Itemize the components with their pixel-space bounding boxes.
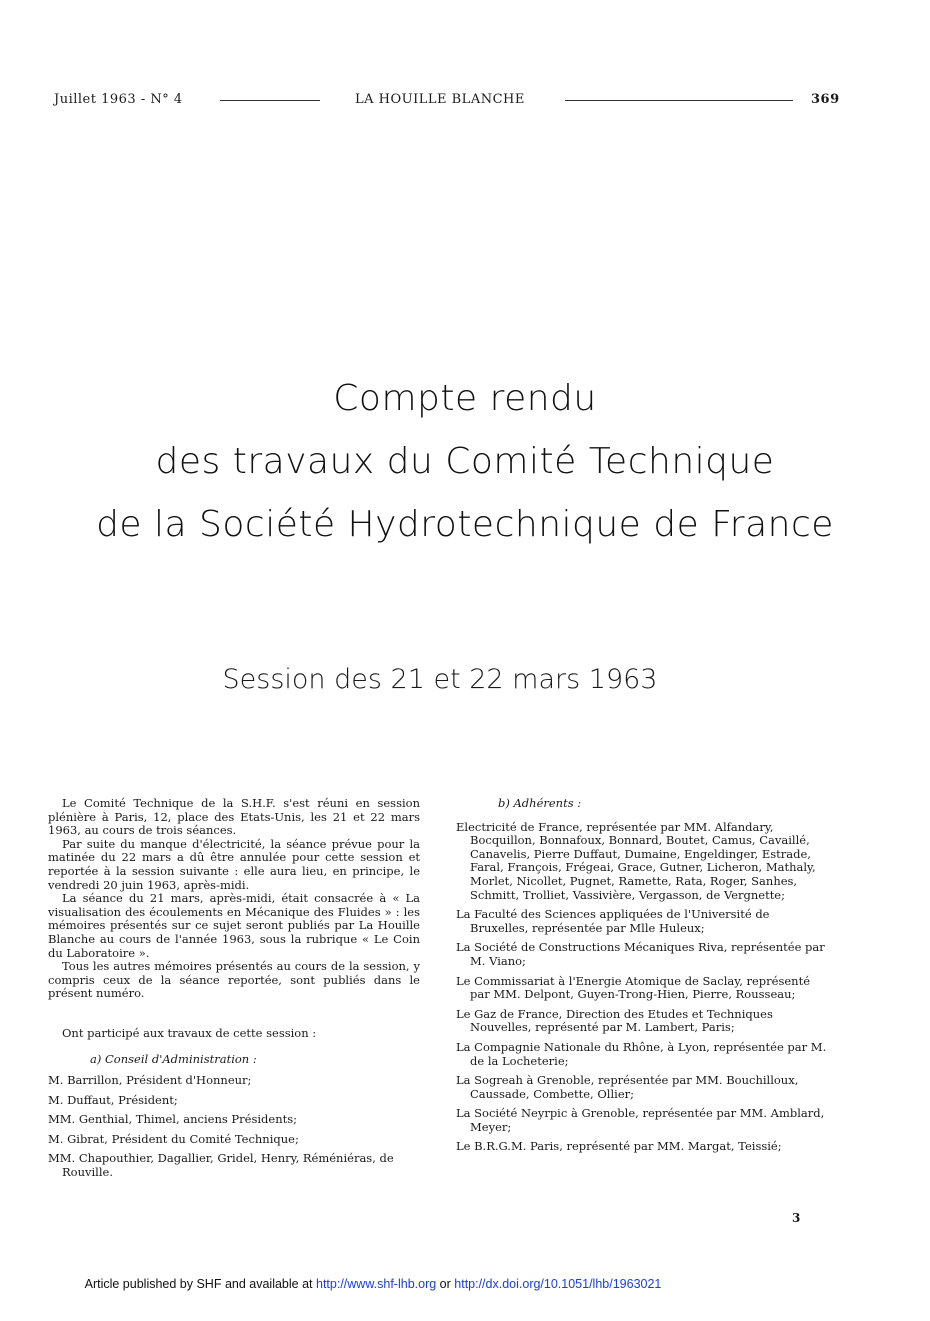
footer-link-shf[interactable]: http://www.shf-lhb.org bbox=[316, 1277, 437, 1291]
paragraph-4: Tous les autres mémoires présentés au cours de la session, y compris ceux de la séance reportée, sont publiés dans le présent numéro. bbox=[48, 959, 420, 1001]
footer-text-middle: or bbox=[436, 1277, 455, 1291]
bottom-page-number: 3 bbox=[792, 1211, 801, 1225]
header-rule-left bbox=[220, 100, 320, 101]
member-1: M. Barrillon, Président d'Honneur; bbox=[48, 1073, 252, 1088]
member-2: M. Duffaut, Président; bbox=[48, 1092, 178, 1107]
session-subtitle: Session des 21 et 22 mars 1963 bbox=[222, 664, 658, 695]
issue-label: Juillet 1963 - N° 4 bbox=[54, 92, 183, 107]
paragraph-3: La séance du 21 mars, après-midi, était consacrée à « La visualisation des écoulements en Mécanique des Fluides » : les mémoires présentés sur ce sujet seront publiés par La Houille Blanche au cours de l'année 1963, sous la rubrique « Le Coin du Laboratoire ». bbox=[48, 891, 420, 960]
footer-availability bbox=[0, 1277, 746, 1291]
title-line-2: des travaux du Comité Technique bbox=[155, 441, 775, 482]
participants-intro: Ont participé aux travaux de cette session : bbox=[62, 1025, 317, 1040]
member-3: MM. Genthial, Thimel, anciens Présidents; bbox=[48, 1112, 298, 1127]
adherent-entry: La Société de Constructions Mécaniques Riva, représentée par M. Viano; bbox=[456, 940, 825, 968]
footer-link-doi[interactable]: http://dx.doi.org/10.1051/lhb/1963021 bbox=[454, 1277, 662, 1291]
adherent-entry: Le Gaz de France, Direction des Etudes et Techniques Nouvelles, représenté par M. Lambert, Paris; bbox=[456, 1006, 773, 1035]
section-a-heading: a) Conseil d'Administration : bbox=[90, 1051, 257, 1066]
footer-text-before: Article published by SHF and available at bbox=[84, 1277, 316, 1291]
adherent-entry: La Faculté des Sciences appliquées de l'Université de Bruxelles, représentée par Mlle Huleux; bbox=[456, 907, 770, 935]
page-number: 369 bbox=[811, 92, 840, 107]
paragraph-1: Le Comité Technique de la S.H.F. s'est réuni en session plénière à Paris, 12, place des Etats-Unis, les 21 et 22 mars 1963, au cours de trois séances. bbox=[48, 796, 420, 838]
title-line-3: de la Société Hydrotechnique de France bbox=[96, 504, 834, 545]
adherent-entry: Le B.R.G.M. Paris, représenté par MM. Margat, Teissié; bbox=[456, 1139, 782, 1154]
left-column bbox=[48, 797, 420, 1186]
journal-name: LA HOUILLE BLANCHE bbox=[355, 92, 525, 107]
right-column bbox=[456, 797, 828, 1160]
adherent-entry: Le Commissariat à l'Energie Atomique de Saclay, représenté par MM. Delpont, Guyen-Trong-Hien, Pierre, Rousseau; bbox=[456, 973, 811, 1002]
adherent-entry: La Sogreah à Grenoble, représentée par MM. Bouchilloux, Caussade, Combette, Ollier; bbox=[456, 1073, 799, 1101]
member-4: M. Gibrat, Président du Comité Technique; bbox=[48, 1131, 299, 1146]
section-b-heading: b) Adhérents : bbox=[498, 796, 582, 810]
header-rule-right bbox=[565, 100, 793, 101]
title-line-1: Compte rendu bbox=[333, 378, 597, 419]
member-5: MM. Chapouthier, Dagallier, Gridel, Henry, Réméniéras, de Rouville. bbox=[48, 1151, 394, 1180]
adherent-entry: La Compagnie Nationale du Rhône, à Lyon, représentée par M. de la Locheterie; bbox=[456, 1039, 827, 1068]
adherent-entry: Electricité de France, représentée par MM. Alfandary, Bocquillon, Bonnafoux, Bonnard, Boutet, Camus, Cavaillé, Canavelis, Pierre Duffaut, Dumaine, Engeldinger, Estrade, Faral, François, Frégeai, Grace, Gutner, Licheron, Mathaly, Morlet, Nicollet, Pugnet, Ramette, Rata, Roger, Sanhes, Schmitt, Trolliet, Vassivière, Vergasson, de Vergnette; bbox=[456, 819, 816, 902]
paragraph-2: Par suite du manque d'électricité, la séance prévue pour la matinée du 22 mars a dû être annulée pour cette session et reportée à la session suivante : elle aura lieu, en principe, le vendredi 20 juin 1963, après-midi. bbox=[48, 836, 420, 892]
adherent-entry: La Société Neyrpic à Grenoble, représentée par MM. Amblard, Meyer; bbox=[456, 1106, 825, 1134]
